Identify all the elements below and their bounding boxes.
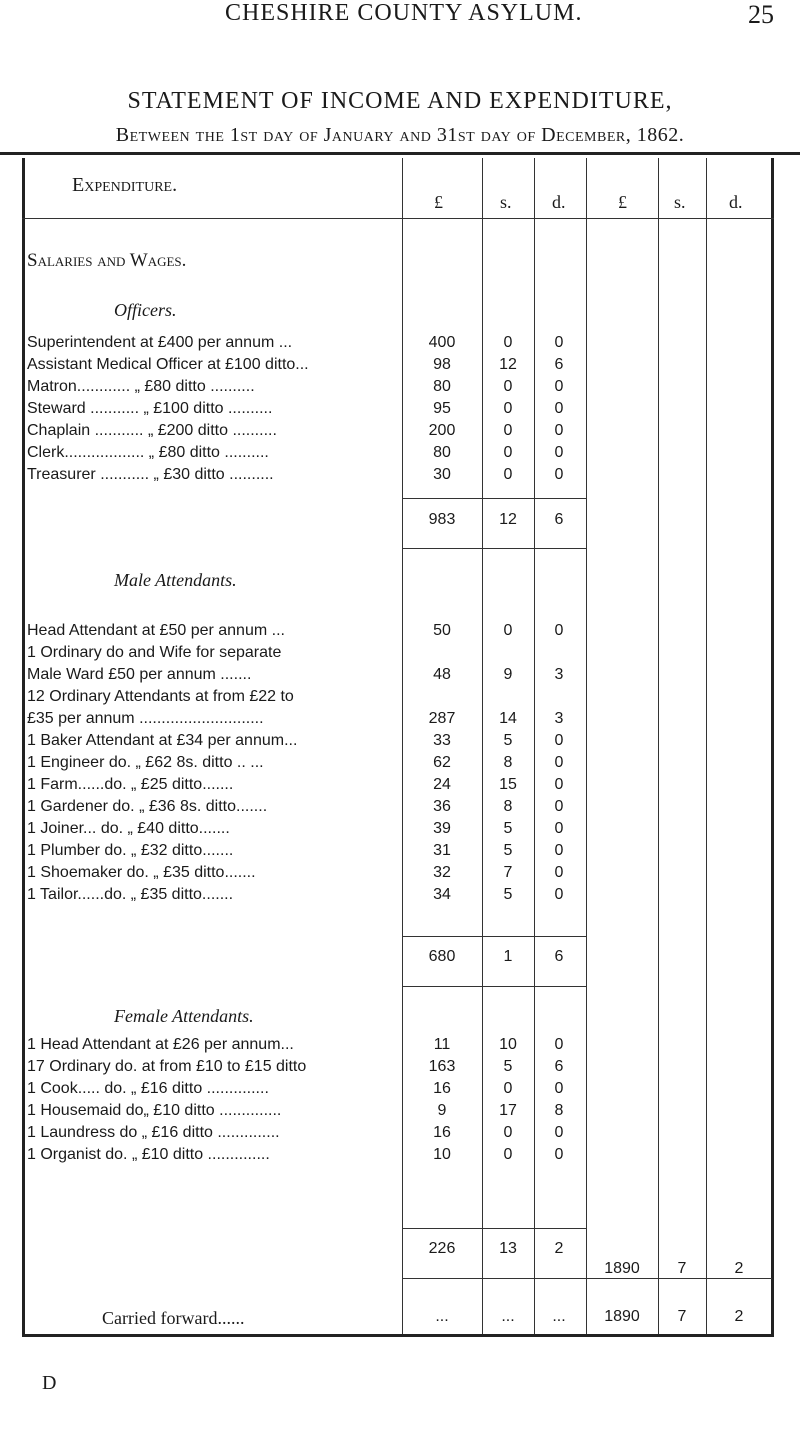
carried-forward-row <box>22 1308 774 1332</box>
col-total-pounds-header: £ <box>618 192 627 212</box>
officers-total-shillings: 12 <box>499 511 517 528</box>
male-attendant-pence: 0 <box>554 842 564 859</box>
male-attendant-label: 1 Baker Attendant at £34 per annum... <box>27 732 298 749</box>
officer-label: Clerk.................. „ £80 ditto .......... <box>27 444 269 461</box>
officers-total-rule <box>402 498 586 499</box>
carried-pounds: ... <box>435 1308 449 1325</box>
male-attendant-row <box>22 754 774 778</box>
officer-shillings: 0 <box>503 400 513 417</box>
female-attendant-pence: 0 <box>554 1080 564 1097</box>
signature-mark: D <box>42 1372 57 1394</box>
officer-pounds: 80 <box>433 378 451 395</box>
header-rule <box>22 218 774 219</box>
male-total-pence: 6 <box>554 948 564 965</box>
grand-total-shillings: 7 <box>677 1260 687 1277</box>
male-attendant-label: 1 Farm......do. „ £25 ditto....... <box>27 776 234 793</box>
statement-subheading: Between the 1st day of January and 31st day of December, 1862. <box>115 124 685 146</box>
male-attendant-label: 1 Gardener do. „ £36 8s. ditto....... <box>27 798 268 815</box>
male-close-rule <box>402 986 586 987</box>
male-attendant-pounds: 48 <box>433 666 451 683</box>
female-attendant-pounds: 16 <box>433 1080 451 1097</box>
officer-row <box>22 466 774 490</box>
running-head <box>0 0 800 40</box>
male-attendant-label: 1 Engineer do. „ £62 8s. ditto .. ... <box>27 754 264 771</box>
male-attendant-shillings: 5 <box>503 842 513 859</box>
female-attendant-shillings: 0 <box>503 1146 513 1163</box>
male-attendant-row <box>22 666 774 690</box>
male-attendant-label: 1 Ordinary do and Wife for separate <box>27 644 282 661</box>
officer-shillings: 0 <box>503 466 513 483</box>
male-total <box>22 948 774 972</box>
female-attendant-label: 1 Cook..... do. „ £16 ditto .............. <box>27 1080 269 1097</box>
male-attendant-pounds: 33 <box>433 732 451 749</box>
male-attendant-pence: 0 <box>554 864 564 881</box>
female-attendant-label: 17 Ordinary do. at from £10 to £15 ditto <box>27 1058 307 1075</box>
expenditure-table <box>22 158 774 1336</box>
female-attendant-label: 1 Laundress do „ £16 ditto .............. <box>27 1124 280 1141</box>
officer-pence: 0 <box>554 400 564 417</box>
male-total-shillings: 1 <box>503 948 513 965</box>
female-attendant-shillings: 17 <box>499 1102 517 1119</box>
male-attendant-label: Male Ward £50 per annum ....... <box>27 666 252 683</box>
officer-pounds: 80 <box>433 444 451 461</box>
male-attendant-label: 1 Shoemaker do. „ £35 ditto....... <box>27 864 256 881</box>
officer-shillings: 0 <box>503 444 513 461</box>
female-attendant-shillings: 5 <box>503 1058 513 1075</box>
male-attendant-label: £35 per annum ............................ <box>27 710 264 727</box>
male-attendant-row <box>22 710 774 734</box>
male-attendant-pence: 0 <box>554 776 564 793</box>
officer-row <box>22 422 774 446</box>
female-title: Female Attendants. <box>114 1006 254 1026</box>
male-attendant-label: 12 Ordinary Attendants at from £22 to <box>27 688 294 705</box>
female-attendant-label: 1 Organist do. „ £10 ditto .............. <box>27 1146 270 1163</box>
female-attendant-pounds: 10 <box>433 1146 451 1163</box>
male-attendant-pence: 0 <box>554 820 564 837</box>
officers-title: Officers. <box>114 300 177 320</box>
female-attendant-row <box>22 1036 774 1060</box>
officers-total-pence: 6 <box>554 511 564 528</box>
male-attendant-label: 1 Plumber do. „ £32 ditto....... <box>27 842 234 859</box>
male-attendant-pence: 0 <box>554 732 564 749</box>
male-attendant-row <box>22 820 774 844</box>
female-attendant-row <box>22 1124 774 1148</box>
male-attendant-row <box>22 644 774 668</box>
female-attendant-row <box>22 1102 774 1126</box>
female-attendant-pence: 6 <box>554 1058 564 1075</box>
male-attendant-row <box>22 886 774 910</box>
officer-shillings: 12 <box>499 356 517 373</box>
section-salaries: Salaries and Wages. <box>27 250 187 271</box>
female-total-rule <box>402 1228 586 1229</box>
officer-pence: 0 <box>554 422 564 439</box>
male-attendant-pounds: 31 <box>433 842 451 859</box>
male-attendant-pounds: 39 <box>433 820 451 837</box>
male-attendant-pounds: 32 <box>433 864 451 881</box>
officer-shillings: 0 <box>503 334 513 351</box>
carried-total-pounds: 1890 <box>604 1308 640 1325</box>
officer-label: Matron............ „ £80 ditto .......... <box>27 378 255 395</box>
officer-label: Treasurer ........... „ £30 ditto .......... <box>27 466 274 483</box>
female-attendant-shillings: 0 <box>503 1124 513 1141</box>
officer-pounds: 98 <box>433 356 451 373</box>
male-attendant-row <box>22 776 774 800</box>
male-attendant-shillings: 8 <box>503 754 513 771</box>
officer-row <box>22 444 774 468</box>
grand-total-rule <box>402 1278 772 1279</box>
officer-row <box>22 356 774 380</box>
col-shillings-header: s. <box>500 192 512 212</box>
female-attendant-label: 1 Housemaid do„ £10 ditto .............. <box>27 1102 282 1119</box>
male-attendant-pounds: 50 <box>433 622 451 639</box>
female-attendant-row <box>22 1080 774 1104</box>
male-title: Male Attendants. <box>114 570 237 590</box>
officer-pence: 6 <box>554 356 564 373</box>
grand-total-pounds: 1890 <box>604 1260 640 1277</box>
male-attendant-label: 1 Joiner... do. „ £40 ditto....... <box>27 820 230 837</box>
male-attendant-pence: 0 <box>554 798 564 815</box>
carried-total-pence: 2 <box>734 1308 744 1325</box>
female-total-pounds: 226 <box>428 1240 456 1257</box>
male-attendant-pence: 0 <box>554 886 564 903</box>
male-attendant-pounds: 36 <box>433 798 451 815</box>
female-attendant-pounds: 11 <box>433 1036 451 1053</box>
officer-pounds: 30 <box>433 466 451 483</box>
male-attendant-shillings: 5 <box>503 886 513 903</box>
statement-heading: STATEMENT OF INCOME AND EXPENDITURE, <box>127 88 673 114</box>
female-attendant-pence: 8 <box>554 1102 564 1119</box>
officer-label: Superintendent at £400 per annum ... <box>27 334 293 351</box>
female-attendant-pence: 0 <box>554 1036 564 1053</box>
officer-row <box>22 334 774 358</box>
officer-pounds: 400 <box>428 334 456 351</box>
running-title: CHESHIRE COUNTY ASYLUM. <box>225 0 583 26</box>
officer-shillings: 0 <box>503 422 513 439</box>
male-attendant-shillings: 5 <box>503 820 513 837</box>
col-description-header: Expenditure. <box>72 174 178 196</box>
grand-total-pence: 2 <box>734 1260 744 1277</box>
bottom-rule <box>22 1334 774 1337</box>
officers-total <box>22 511 774 535</box>
male-attendant-shillings: 5 <box>503 732 513 749</box>
male-attendant-label: Head Attendant at £50 per annum ... <box>27 622 285 639</box>
officers-total-pounds: 983 <box>428 511 456 528</box>
male-attendant-shillings: 9 <box>503 666 513 683</box>
officer-pounds: 200 <box>428 422 456 439</box>
carried-total-shillings: 7 <box>677 1308 687 1325</box>
carried-pence: ... <box>552 1308 566 1325</box>
col-total-pence-header: d. <box>729 192 743 212</box>
female-attendant-pounds: 16 <box>433 1124 451 1141</box>
female-total-pence: 2 <box>554 1240 564 1257</box>
female-attendant-shillings: 10 <box>499 1036 517 1053</box>
female-attendant-label: 1 Head Attendant at £26 per annum... <box>27 1036 294 1053</box>
carried-forward-label: Carried forward...... <box>102 1308 245 1328</box>
officer-label: Steward ........... „ £100 ditto .......... <box>27 400 273 417</box>
male-attendant-shillings: 8 <box>503 798 513 815</box>
female-attendant-pounds: 9 <box>437 1102 447 1119</box>
male-attendant-shillings: 15 <box>499 776 517 793</box>
male-attendant-row <box>22 732 774 756</box>
page-number: 25 <box>748 0 774 29</box>
male-total-rule <box>402 936 586 937</box>
col-total-shillings-header: s. <box>674 192 686 212</box>
officer-shillings: 0 <box>503 378 513 395</box>
officer-row <box>22 400 774 424</box>
female-attendant-row <box>22 1058 774 1082</box>
col-pounds-header: £ <box>434 192 443 212</box>
male-attendant-row <box>22 864 774 888</box>
female-attendant-pence: 0 <box>554 1124 564 1141</box>
male-attendant-pence: 3 <box>554 666 564 683</box>
male-total-pounds: 680 <box>428 948 456 965</box>
male-attendant-row <box>22 798 774 822</box>
male-attendant-shillings: 7 <box>503 864 513 881</box>
male-attendant-row <box>22 688 774 712</box>
officer-pence: 0 <box>554 466 564 483</box>
col-pence-header: d. <box>552 192 566 212</box>
officer-pounds: 95 <box>433 400 451 417</box>
male-attendant-pounds: 34 <box>433 886 451 903</box>
female-attendant-pence: 0 <box>554 1146 564 1163</box>
female-attendant-row <box>22 1146 774 1170</box>
officer-label: Assistant Medical Officer at £100 ditto... <box>27 356 309 373</box>
male-attendant-pounds: 62 <box>433 754 451 771</box>
officer-pence: 0 <box>554 378 564 395</box>
male-attendant-pence: 3 <box>554 710 564 727</box>
male-attendant-pounds: 24 <box>433 776 451 793</box>
officer-pence: 0 <box>554 444 564 461</box>
officer-row <box>22 378 774 402</box>
female-attendant-shillings: 0 <box>503 1080 513 1097</box>
male-attendant-pence: 0 <box>554 622 564 639</box>
male-attendant-label: 1 Tailor......do. „ £35 ditto....... <box>27 886 234 903</box>
male-attendant-shillings: 14 <box>499 710 517 727</box>
officer-pence: 0 <box>554 334 564 351</box>
male-attendant-row <box>22 842 774 866</box>
female-attendant-pounds: 163 <box>428 1058 456 1075</box>
officers-close-rule <box>402 548 586 549</box>
male-attendant-pounds: 287 <box>428 710 456 727</box>
top-rule <box>0 152 800 155</box>
carried-shillings: ... <box>501 1308 515 1325</box>
male-attendant-pence: 0 <box>554 754 564 771</box>
male-attendant-shillings: 0 <box>503 622 513 639</box>
female-total-shillings: 13 <box>499 1240 517 1257</box>
officer-label: Chaplain ........... „ £200 ditto .......... <box>27 422 277 439</box>
male-attendant-row <box>22 622 774 646</box>
